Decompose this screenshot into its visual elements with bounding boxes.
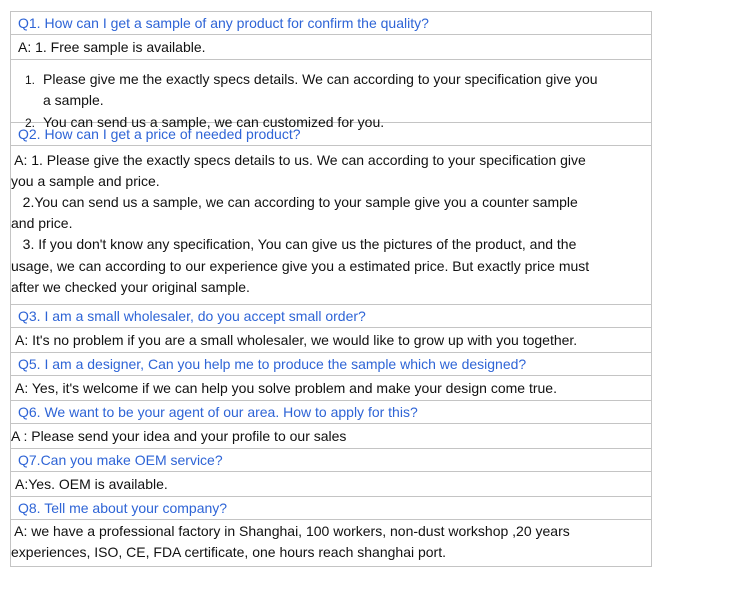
answer-line: 2.You can send us a sample, we can according to your sample give you a counter sample xyxy=(11,194,578,210)
answer-line: A: 1. Please give the exactly specs details to us. We can according to your specification give xyxy=(11,152,586,168)
faq-table xyxy=(10,11,652,567)
list-text: You can send us a sample, we can customized for you. xyxy=(43,114,385,130)
faq-answer-q3 xyxy=(11,328,651,353)
faq-answer-q7 xyxy=(11,472,651,497)
answer-text: A : Please send your idea and your profile to our sales xyxy=(11,428,347,444)
faq-answer-q1-intro xyxy=(11,35,651,60)
list-text: Please give me the exactly specs details. We can according to your specification give you xyxy=(43,71,598,87)
answer-line: experiences, ISO, CE, FDA certificate, one hours reach shanghai port. xyxy=(11,544,446,560)
list-item xyxy=(25,69,598,91)
answer-line: you a sample and price. xyxy=(11,173,160,189)
faq-question-q7: Q7.Can you make OEM service? xyxy=(11,449,651,472)
faq-question-q1: Q1. How can I get a sample of any product for confirm the quality? xyxy=(11,12,651,35)
faq-answer-q6 xyxy=(11,424,651,449)
list-number: 2. xyxy=(25,116,36,130)
list-text: a sample. xyxy=(43,92,104,108)
faq-answer-q8 xyxy=(11,520,651,567)
answer-text: A: Yes, it's welcome if we can help you solve problem and make your design come true. xyxy=(15,380,557,396)
faq-question-q8: Q8. Tell me about your company? xyxy=(11,497,651,520)
faq-answer-q2 xyxy=(11,146,651,305)
answer-line: A: we have a professional factory in Shanghai, 100 workers, non-dust workshop ,20 years xyxy=(11,523,570,539)
faq-answer-q5 xyxy=(11,376,651,401)
answer-text: A:Yes. OEM is available. xyxy=(15,476,168,492)
faq-question-q5: Q5. I am a designer, Can you help me to produce the sample which we designed? xyxy=(11,353,651,376)
faq-question-q2: Q2. How can I get a price of needed product? xyxy=(11,123,651,146)
answer-text: A: 1. Free sample is available. xyxy=(18,39,206,55)
list-item-continuation xyxy=(43,90,104,111)
answer-line: and price. xyxy=(11,215,73,231)
faq-answer-q1-list xyxy=(11,60,651,130)
answer-text: A: It's no problem if you are a small wholesaler, we would like to grow up with you together. xyxy=(15,332,578,348)
answer-line: usage, we can according to our experience give you a estimated price. But exactly price must xyxy=(11,258,590,274)
list-number: 1. xyxy=(25,73,36,87)
faq-question-q3: Q3. I am a small wholesaler, do you accept small order? xyxy=(11,305,651,328)
faq-question-q6: Q6. We want to be your agent of our area. How to apply for this? xyxy=(11,401,651,424)
answer-line: 3. If you don't know any specification, You can give us the pictures of the product, and the xyxy=(11,236,577,252)
answer-line: after we checked your original sample. xyxy=(11,279,250,295)
